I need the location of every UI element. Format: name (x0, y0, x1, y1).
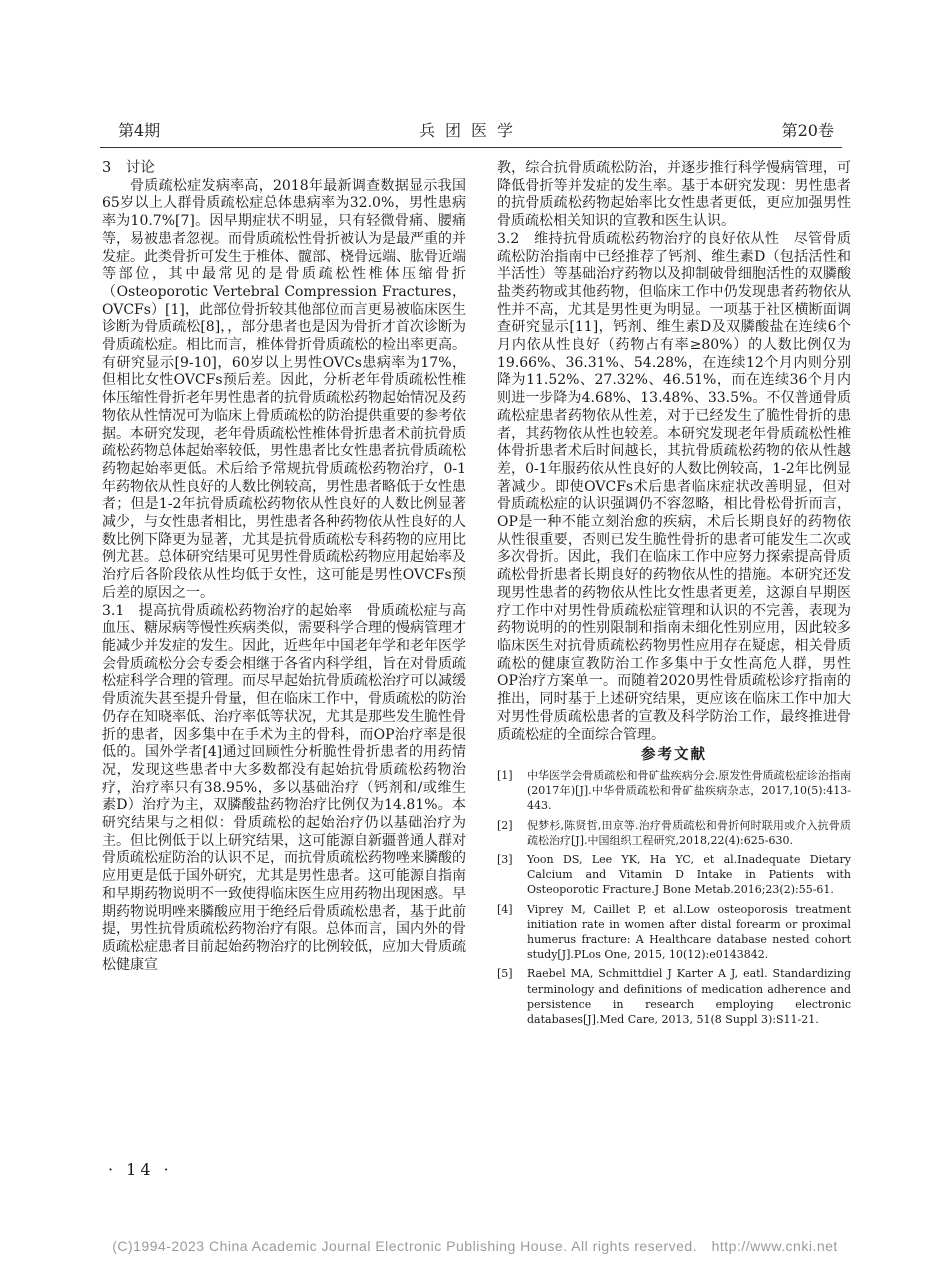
right-column (497, 160, 851, 1031)
reference-item (497, 966, 851, 1027)
references-title: 参考文献 (641, 746, 707, 764)
subsection-3-1-text: 骨质疏松症与高血压、糖尿病等慢性疾病类似，需要科学合理的慢病管理才能减少并发症的发生。因此，近些年中国老年学和老年医学会骨质疏松分会专委会相继于各省内科学组，旨在对骨质疏松症科学合理的管理。而尽早起始抗骨质疏松治疗可以减缓骨质流失甚至提升骨量，但在临床工作中，骨质疏松的防治仍存在知晓率低、治疗率低等状况，尤其是那些发生脆性骨折的患者，因多集中在手术为主的骨科，而OP治疗率是很低的。国外学者[4]通过回顾性分析脆性骨折患者的用药情况，发现这些患者中大多数都没有起始抗骨质疏松药物治疗，治疗率只有38.95%，多以基础治疗（钙剂和/或维生素D）治疗为主，双膦酸盐药物治疗比例仅为14.81%。本研究结果与之相似：骨质疏松的起始治疗仍以基础治疗为主。但比例低于以上研究结果，这可能源自新疆普通人群对骨质疏松症防治的认识不足，而抗骨质疏松药物唑来膦酸的应用更是低于国外研究，尤其是男性患者。这可能源自指南和早期药物说明不一致使得临床医生应用药物出现困惑。早期药物说明唑来膦酸应用于绝经后骨质疏松患者，基于此前提，男性抗骨质疏松药物治疗有限。总体而言，国内外的骨质疏松症患者目前起始药物治疗的比例较低，应加大骨质疏松健康宣 (102, 602, 467, 973)
reference-number: [2] (497, 818, 513, 832)
subsection-3-2-text: 尽管骨质疏松防治指南中已经推荐了钙剂、维生素D（包括活性和半活性）等基础治疗药物以及抑制破骨细胞活性的双膦酸盐类药物或其他药物，但临床工作中仍发现患者药物依从性并不高，尤其是男性更为明显。一项基于社区横断面调查研究显示[11]，钙剂、维生素D及双膦酸盐在连续6个月内依从性良好（药物占有率≥80%）的人数比例仅为19.66%、36.31%、54.28%，在连续12个月内则分别降为11.52%、27.32%、46.51%，而在连续36个月内则进一步降为4.68%、13.48%、33.5%。不仅普通骨质疏松症患者药物依从性差，对于已经发生了脆性骨折的患者，其药物依从性也较差。本研究发现老年骨质疏松性椎体骨折患者术后时间越长，其抗骨质疏松药物的依从性越差，0-1年服药依从性良好的人数比例较高，1-2年比例显著减少。即使OVCFs术后患者临床症状改善明显，但对骨质疏松症的认识强调仍不容忽略，相比骨松骨折而言，OP是一种不能立刻治愈的疾病，术后长期良好的药物依从性很重要，否则已发生脆性骨折的患者可能发生二次或多次骨折。因此，我们在临床工作中应努力探索提高骨质疏松骨折患者长期良好的药物依从性的措施。本研究还发现男性患者的药物依从性比女性患者更差，这源自早期医疗工作中对男性骨质疏松症管理和认识的不完善，表现为药物说明的的性别限制和指南未细化性别应用，因此较多临床医生对抗骨质疏松药物男性应用存在疑虑，相关骨质疏松的健康宣教防治工作多集中于女性高危人群，男性OP治疗方案单一。而随着2020男性骨质疏松诊疗指南的推出，同时基于上述研究结果，更应该在临床工作中加大对男性骨质疏松患者的宣教及科学防治工作，最终推进骨质疏松症的全面综合管理。 (497, 230, 852, 743)
reference-number: [4] (497, 902, 513, 916)
reference-text: 倪梦杉,陈贤哲,田京等.治疗骨质疏松和骨折何时联用或介入抗骨质疏松治疗[J].中国组织工程研究,2018,22(4):625-630. (527, 818, 851, 847)
reference-number: [5] (497, 967, 513, 981)
discussion-paragraph: 骨质疏松症发病率高，2018年最新调查数据显示我国65岁以上人群骨质疏松症总体患病率为32.0%，男性患病率为10.7%[7]。因早期症状不明显，只有轻微骨痛、腰痛等，易被患者忽视。而骨质疏松性骨折被认为是最严重的并发症。此类骨折可发生于椎体、髋部、桡骨远端、肱骨近端等部位，其中最常见的是骨质疏松性椎体压缩骨折（Osteoporotic Vertebral Compression Fractures，OVCFs）[1]，此部位骨折较其他部位而言更易被临床医生诊断为骨质疏松[8]，，部分患者也是因为骨折才首次诊断为骨质疏松症。相比而言，椎体骨折骨质疏松的检出率更高。有研究显示[9-10]，60岁以上男性OVCs患病率为17%，但相比女性OVCFs预后差。因此，分析老年骨质疏松性椎体压缩性骨折老年男性患者的抗骨质疏松药物起始情况及药物依从性情况可为临床上骨质疏松的防治提供重要的参考依据。本研究发现，老年骨质疏松性椎体骨折患者术前抗骨质疏松药物总体起始率较低，男性患者比女性患者抗骨质疏松药物起始率更低。术后给予常规抗骨质疏松药物治疗，0-1年药物依从性良好的人数比例较高，男性患者略低于女性患者；但是1-2年抗骨质疏松药物依从性良好的人数比例显著减少，与女性患者相比，男性患者各种药物依从性良好的人数比例下降更为显著，尤其是抗骨质疏松专科药物的应用比例尤甚。总体研究结果可见男性骨质疏松药物应用起始率及治疗后各阶段依从性均低于女性，这可能是男性OVCFs预后差的原因之一。 (102, 177, 466, 601)
header-rule (100, 147, 842, 148)
reference-number: [3] (497, 852, 513, 866)
reference-number: [1] (497, 768, 513, 782)
reference-text: Yoon DS, Lee YK, Ha YC, et al.Inadequate Dietary Calcium and Vitamin D Intake in Patients with Osteoporotic Fracture.J Bone Metab.2016;23(2):55-61. (527, 852, 851, 897)
continued-paragraph: 教，综合抗骨质疏松防治，并逐步推行科学慢病管理，可降低骨折等并发症的发生率。基于本研究发现：男性患者的抗骨质疏松药物起始率比女性患者更低，更应加强男性骨质疏松相关知识的宣教和医生认识。 (497, 160, 851, 230)
page-number: · 14 · (108, 1160, 173, 1179)
subsection-3-2 (497, 231, 851, 744)
reference-item (497, 768, 851, 814)
subsection-3-1 (102, 603, 466, 975)
reference-text: 中华医学会骨质疏松和骨矿盐疾病分会.原发性骨质疏松症诊治指南(2017年)[J].中华骨质疏松和骨矿盐疾病杂志，2017,10(5):413-443. (527, 768, 851, 813)
issue-label: 第4期 (118, 121, 161, 140)
reference-text: Viprey M, Caillet P, et al.Low osteoporosis treatment initiation rate in women after distal forearm or proximal humerus fracture: A Healthcare database nested cohort study[J].PLos One, 2015, 10(12):e0143842. (527, 902, 851, 962)
running-header (100, 118, 842, 142)
reference-item (497, 902, 851, 963)
section-title: 3 讨论 (102, 160, 155, 176)
copyright-footer: (C)1994-2023 China Academic Journal Electronic Publishing House. All rights reserved. http://www.cnki.net (112, 1238, 838, 1254)
subsection-3-1-heading: 3.1 提高抗骨质疏松药物治疗的起始率 (102, 602, 367, 619)
reference-item (497, 852, 851, 898)
reference-item (497, 818, 851, 848)
left-column (102, 160, 466, 974)
reference-text: Raebel MA, Schmittdiel J Karter A J, eatl. Standardizing terminology and definitions of medication adherence and persistence in research employing electronic databases[J].Med Care, 2013, 51(8 Suppl 3):S11-21. (527, 967, 851, 1026)
subsection-3-2-heading: 3.2 维持抗骨质疏松药物治疗的良好依从性 (497, 230, 794, 247)
reference-list (497, 768, 851, 1027)
journal-title: 兵团医学 (418, 121, 523, 140)
volume-label: 第20卷 (781, 121, 834, 140)
